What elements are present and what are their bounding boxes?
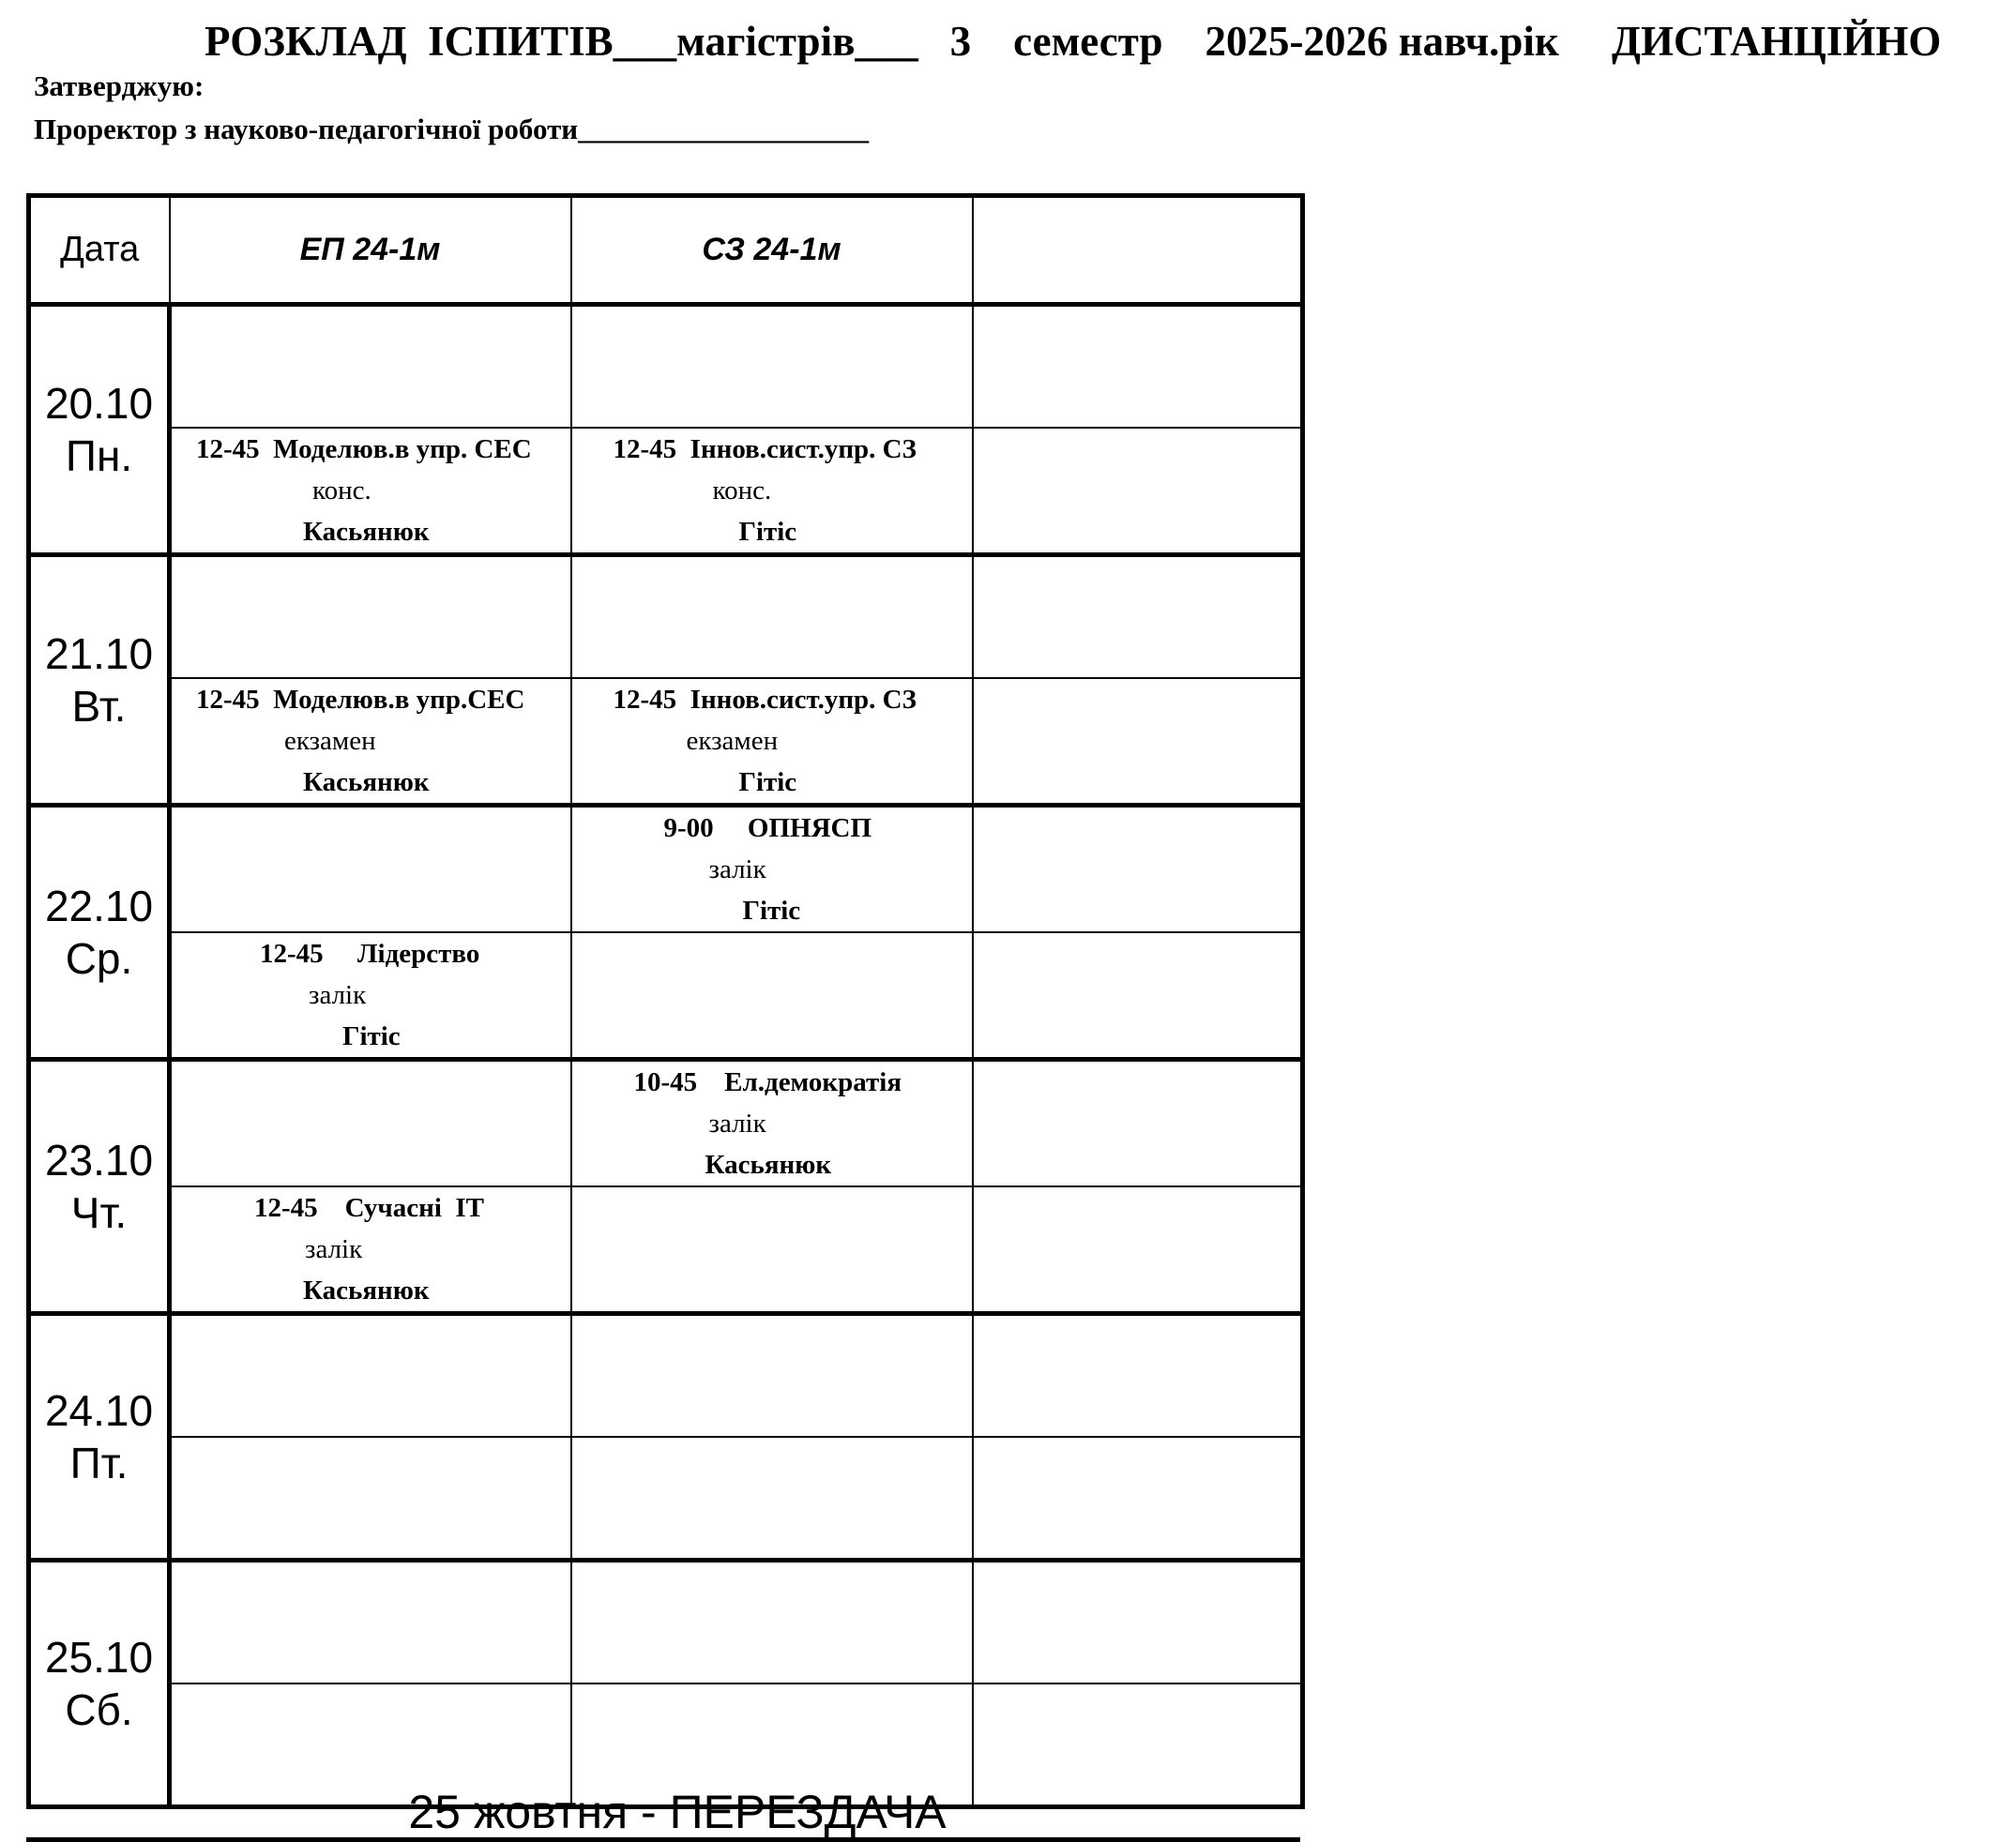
table-row (29, 1314, 1303, 1438)
table-row (29, 678, 1303, 806)
exam-teacher: Касьянюк (303, 767, 430, 797)
date-value: 21.10 (44, 629, 154, 678)
date-value: 20.10 (44, 379, 154, 428)
schedule-cell-ep (170, 555, 571, 679)
schedule-cell-empty (973, 932, 1303, 1060)
schedule-cell-empty (973, 1186, 1303, 1314)
exam-entry (572, 1062, 972, 1185)
table-row (29, 932, 1303, 1060)
schedule-cell-sz (571, 1561, 973, 1684)
exam-entry (572, 429, 972, 552)
date-value: 23.10 (44, 1136, 154, 1185)
weekday-value: Вт. (71, 682, 127, 731)
date-cell (29, 806, 170, 1060)
schedule-cell-empty (973, 1060, 1303, 1187)
schedule-cell-empty (973, 305, 1303, 429)
schedule-cell-empty (973, 1561, 1303, 1684)
exam-entry (172, 679, 570, 803)
schedule-cell-ep (170, 1060, 571, 1187)
retake-note: 25 жовтня - ПЕРЕЗДАЧА (26, 1786, 1300, 1842)
schedule-cell-empty (973, 555, 1303, 679)
schedule-cell-empty (973, 1314, 1303, 1438)
date-cell (29, 1561, 170, 1807)
exam-type: екзамен (686, 726, 779, 756)
schedule-cell-sz (571, 305, 973, 429)
weekday-value: Чт. (70, 1188, 128, 1237)
exam-teacher: Касьянюк (303, 1276, 430, 1306)
weekday-value: Сб. (65, 1685, 133, 1734)
exam-type: екзамен (284, 726, 376, 756)
column-header-sz: СЗ 24-1м (571, 196, 973, 305)
column-header-date: Дата (29, 196, 170, 305)
schedule-cell-sz (571, 678, 973, 806)
schedule-cell-ep (170, 305, 571, 429)
exam-title: 12-45 Іннов.сист.упр. СЗ (613, 434, 917, 464)
weekday-value: Пн. (65, 431, 133, 480)
date-cell (29, 305, 170, 555)
exam-type: залік (708, 854, 766, 884)
exam-entry (572, 808, 972, 931)
exam-title: 12-45 Сучасні IT (254, 1193, 484, 1223)
table-row (29, 1060, 1303, 1187)
exam-entry (172, 1187, 570, 1311)
exam-type: залік (309, 980, 367, 1010)
exam-title: 10-45 Ел.демократія (633, 1067, 902, 1097)
schedule-cell-sz (571, 806, 973, 933)
exam-title: 12-45 Моделюв.в упр. СЕС (196, 434, 532, 464)
date-cell (29, 555, 170, 806)
schedule-cell-ep (170, 428, 571, 555)
schedule-cell-sz (571, 1060, 973, 1187)
date-cell (29, 1060, 170, 1314)
date-value: 24.10 (44, 1386, 154, 1435)
schedule-cell-ep (170, 1561, 571, 1684)
date-value: 25.10 (44, 1633, 154, 1682)
exam-teacher: Касьянюк (303, 517, 430, 547)
date-cell (29, 1314, 170, 1561)
exam-type: конс. (712, 476, 772, 506)
schedule-cell-empty (973, 806, 1303, 933)
schedule-cell-sz (571, 428, 973, 555)
schedule-cell-ep (170, 932, 571, 1060)
schedule-cell-sz (571, 1186, 973, 1314)
exam-teacher: Гітіс (738, 767, 797, 797)
table-row (29, 1437, 1303, 1561)
exam-schedule-table (26, 193, 1305, 1809)
exam-title: 12-45 Лідерство (260, 939, 480, 969)
column-header-empty (973, 196, 1303, 305)
schedule-cell-ep (170, 1437, 571, 1561)
exam-type: конс. (312, 476, 371, 506)
table-row (29, 1186, 1303, 1314)
exam-title: 12-45 Іннов.сист.упр. СЗ (613, 685, 917, 715)
approval-signature-line: Проректор з науково-педагогічної роботи____________________ (34, 113, 870, 145)
schedule-cell-ep (170, 806, 571, 933)
column-header-ep: ЕП 24-1м (170, 196, 571, 305)
weekday-value: Ср. (65, 934, 133, 983)
table-row (29, 806, 1303, 933)
schedule-cell-empty (973, 678, 1303, 806)
exam-type: залік (305, 1234, 363, 1264)
approval-label: Затверджую: (34, 69, 205, 102)
exam-type: залік (708, 1109, 766, 1139)
table-header-row (29, 196, 1303, 305)
table-row (29, 428, 1303, 555)
exam-entry (172, 429, 570, 552)
schedule-cell-sz (571, 932, 973, 1060)
page-title: РОЗКЛАД ІСПИТІВ___магістрів___ 3 семестр 2025-2026 навч.рік ДИСТАНЦІЙНО (205, 18, 1942, 65)
schedule-cell-empty (973, 428, 1303, 555)
table-row (29, 555, 1303, 679)
schedule-cell-ep (170, 1186, 571, 1314)
schedule-cell-sz (571, 555, 973, 679)
exam-entry (572, 679, 972, 803)
schedule-cell-sz (571, 1437, 973, 1561)
exam-teacher: Гітіс (342, 1021, 401, 1051)
exam-teacher: Гітіс (742, 896, 801, 926)
schedule-cell-ep (170, 678, 571, 806)
table-row (29, 305, 1303, 429)
exam-teacher: Гітіс (738, 517, 797, 547)
schedule-cell-empty (973, 1437, 1303, 1561)
exam-entry (172, 933, 570, 1057)
table-row (29, 1561, 1303, 1684)
weekday-value: Пт. (69, 1439, 129, 1487)
exam-teacher: Касьянюк (705, 1150, 832, 1180)
schedule-cell-sz (571, 1314, 973, 1438)
date-value: 22.10 (44, 882, 154, 930)
exam-title: 12-45 Моделюв.в упр.СЕС (196, 685, 525, 715)
schedule-cell-ep (170, 1314, 571, 1438)
exam-title: 9-00 ОПНЯСП (663, 813, 872, 843)
